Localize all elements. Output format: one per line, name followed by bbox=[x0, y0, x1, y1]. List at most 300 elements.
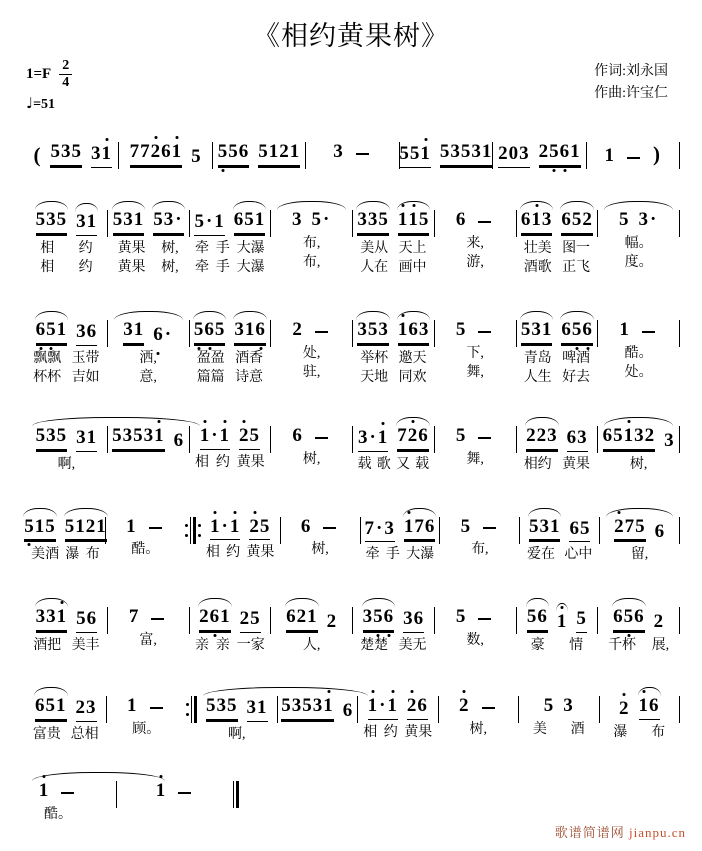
note-group bbox=[664, 431, 675, 452]
lyric-row bbox=[143, 805, 207, 824]
lyric-syllable: 吉如 bbox=[71, 369, 100, 385]
note-digit: 1 bbox=[156, 781, 167, 802]
note-digit: 2 bbox=[459, 696, 470, 717]
lyric-row bbox=[439, 720, 519, 739]
note-digit: 7 bbox=[624, 515, 636, 537]
note-digit: 5 bbox=[191, 146, 202, 167]
octave-dot-above bbox=[424, 138, 427, 141]
note-digit: 5 bbox=[227, 695, 238, 717]
octave-dot-above bbox=[402, 204, 405, 207]
duration-dash bbox=[627, 157, 640, 159]
octave-dot-below bbox=[208, 347, 211, 350]
lyric-syllable: 杯杯 bbox=[33, 369, 62, 385]
note-digit: 5 bbox=[194, 320, 205, 341]
note-digit: 3 bbox=[291, 695, 303, 717]
note-digit: 6 bbox=[86, 320, 98, 342]
notes-row bbox=[400, 129, 492, 171]
lyric-row bbox=[353, 455, 434, 474]
note-digit: 6 bbox=[424, 515, 436, 537]
lyric-row bbox=[26, 455, 107, 474]
lyric-syllable: 飘飘 bbox=[33, 350, 62, 366]
note-digit: 1 bbox=[541, 318, 553, 340]
note-digit: 5 bbox=[549, 142, 560, 163]
note-group bbox=[603, 426, 656, 450]
note-digit: 3 bbox=[76, 210, 87, 232]
lyric-syllable: 游, bbox=[466, 254, 484, 270]
note-group bbox=[353, 153, 372, 163]
notation-area bbox=[0, 129, 702, 824]
lyric-row bbox=[358, 723, 438, 742]
note-digit: 6 bbox=[561, 208, 572, 230]
note-digit: 3 bbox=[122, 424, 134, 446]
note-digit: 3 bbox=[634, 424, 645, 446]
note-digit: 5 bbox=[572, 320, 583, 341]
note-digit: 5 bbox=[249, 424, 261, 446]
octave-dot-above bbox=[160, 775, 163, 778]
octave-dot-above bbox=[535, 204, 538, 207]
lyric-syllable: 美丰 bbox=[71, 638, 100, 654]
lyric-row bbox=[190, 368, 271, 387]
lyric-syllable: 情 bbox=[569, 638, 584, 654]
note-group bbox=[397, 426, 429, 450]
music-line bbox=[26, 683, 680, 744]
note-digit: 3 bbox=[234, 318, 245, 340]
measure bbox=[108, 594, 189, 650]
note-group bbox=[456, 607, 467, 628]
note-digit: 3 bbox=[531, 318, 542, 340]
note-group bbox=[527, 607, 548, 631]
notes-row bbox=[26, 307, 107, 349]
octave-dot-below bbox=[50, 347, 53, 350]
note-digit: 1 bbox=[75, 515, 86, 537]
note-group bbox=[156, 781, 167, 802]
duration-dash bbox=[356, 153, 369, 155]
lyric-syllable: 盈盈 bbox=[196, 350, 225, 366]
note-digit: 2 bbox=[653, 611, 665, 633]
note-digit: 5 bbox=[409, 143, 421, 164]
note-group bbox=[153, 210, 183, 234]
lyric-syllable: 树, bbox=[311, 542, 329, 558]
lyric-syllable: 约 bbox=[215, 454, 230, 470]
note-digit: 6 bbox=[173, 429, 185, 451]
note-digit: 1 bbox=[398, 320, 409, 341]
note-group bbox=[129, 607, 140, 628]
note-group bbox=[333, 142, 344, 163]
octave-dot-above bbox=[623, 693, 626, 696]
lyric-syllable: 人在 bbox=[360, 259, 389, 275]
duration-dash bbox=[178, 792, 191, 794]
lyric-syllable: 大瀑 bbox=[406, 547, 435, 563]
octave-dot-above bbox=[105, 138, 108, 141]
lyric-row bbox=[271, 450, 352, 469]
lyric-row bbox=[26, 545, 105, 564]
lyric-syllable: 篇篇 bbox=[196, 369, 225, 385]
lyric-syllable: 画中 bbox=[398, 259, 427, 275]
notes-row bbox=[281, 504, 360, 541]
note-group bbox=[286, 607, 318, 631]
barline bbox=[679, 517, 680, 544]
note-digit: 1 bbox=[570, 141, 581, 162]
note-group bbox=[561, 210, 593, 234]
note-digit: 2 bbox=[582, 208, 593, 230]
notes-row bbox=[435, 307, 516, 344]
notes-row bbox=[190, 307, 271, 349]
octave-dot-above bbox=[618, 511, 621, 514]
lyric-syllable: 千杯 bbox=[608, 638, 637, 654]
key-tempo-block bbox=[26, 59, 72, 113]
measure bbox=[517, 594, 598, 655]
note-digit: 5 bbox=[579, 517, 591, 539]
notes-row bbox=[271, 197, 352, 234]
measure bbox=[517, 197, 598, 277]
lyric-row bbox=[435, 253, 516, 272]
lyric-syllable: 美无 bbox=[398, 638, 427, 654]
notes-row bbox=[108, 197, 189, 239]
lyric-row bbox=[201, 543, 280, 562]
note-digit: 6 bbox=[161, 141, 172, 162]
note-digit: 2 bbox=[296, 606, 308, 628]
note-digit: 6 bbox=[255, 320, 266, 341]
lyric-syllable: 黄果 bbox=[236, 454, 265, 470]
lyric-syllable: 酒把 bbox=[33, 638, 62, 654]
note-digit: 5 bbox=[520, 318, 532, 340]
notes-row bbox=[26, 504, 105, 546]
note-digit: 1 bbox=[210, 517, 221, 538]
notes-row bbox=[190, 197, 271, 239]
duration-dash bbox=[315, 437, 328, 439]
measure bbox=[493, 129, 585, 171]
note-digit: 7 bbox=[129, 141, 141, 162]
lyric-syllable: 相 bbox=[40, 259, 55, 275]
note-group bbox=[76, 609, 97, 633]
lyric-row bbox=[26, 725, 106, 744]
lyric-syllable: 酒香 bbox=[235, 350, 264, 366]
octave-dot-above bbox=[60, 601, 63, 604]
note-digit: 3 bbox=[378, 318, 389, 340]
octave-dot-below bbox=[198, 347, 201, 350]
notes-row bbox=[435, 413, 516, 450]
notes-row bbox=[108, 307, 189, 349]
barline bbox=[679, 210, 680, 237]
note-digit: 5 bbox=[112, 424, 123, 446]
note-group bbox=[194, 212, 224, 236]
lyric-syllable: 手 bbox=[385, 547, 400, 563]
lyric-syllable: 美酒 bbox=[31, 547, 60, 563]
note-digit: 5 bbox=[543, 695, 555, 717]
lyric-row bbox=[598, 363, 679, 382]
octave-dot-above bbox=[234, 511, 237, 514]
measure bbox=[353, 413, 434, 474]
barline bbox=[679, 142, 680, 169]
note-digit: 3 bbox=[519, 143, 530, 164]
lyric-row bbox=[598, 344, 679, 363]
note-digit: 5 bbox=[259, 515, 271, 537]
measure bbox=[353, 197, 434, 277]
measure bbox=[439, 683, 519, 739]
octave-dot-above bbox=[411, 690, 414, 693]
lyric-syllable: 好去 bbox=[562, 369, 591, 385]
octave-dot-below bbox=[627, 634, 630, 637]
note-group bbox=[407, 696, 428, 720]
note-digit: 3 bbox=[90, 143, 102, 164]
lyric-syllable: 数, bbox=[466, 633, 484, 649]
lyric-syllable: 载 bbox=[415, 456, 430, 472]
lyric-row bbox=[108, 239, 189, 258]
duration-dash bbox=[642, 331, 655, 333]
lyric-row bbox=[26, 805, 90, 824]
note-group bbox=[357, 320, 389, 344]
note-digit: 7 bbox=[414, 515, 425, 537]
note-group bbox=[456, 426, 467, 447]
lyric-row bbox=[361, 545, 440, 564]
note-digit: 3 bbox=[563, 695, 574, 717]
note-digit: 3 bbox=[403, 608, 414, 630]
note-digit: 3 bbox=[35, 606, 47, 628]
note-group bbox=[76, 698, 97, 722]
note-digit: 5 bbox=[45, 695, 56, 717]
lyric-row bbox=[598, 234, 679, 253]
notes-row bbox=[517, 413, 598, 455]
note-digit: 1 bbox=[619, 318, 630, 340]
lyric-syllable: 壮美 bbox=[523, 240, 552, 256]
octave-dot-above bbox=[642, 690, 645, 693]
open-paren: ( bbox=[33, 142, 41, 167]
lyric-syllable: 啊, bbox=[57, 456, 76, 472]
note-digit: 3 bbox=[312, 695, 324, 717]
watermark-site-name: 歌谱简谱网 bbox=[554, 825, 629, 840]
note-digit: 1 bbox=[604, 145, 615, 167]
note-group bbox=[240, 609, 261, 633]
note-group bbox=[126, 517, 137, 538]
lyric-syllable: 楚楚 bbox=[360, 638, 389, 654]
duration-dash bbox=[478, 437, 491, 439]
lyric-row bbox=[190, 453, 271, 472]
lyric-syllable: 邀天 bbox=[398, 350, 427, 366]
note-digit: 5 bbox=[281, 695, 292, 717]
note-digit: 3 bbox=[216, 695, 227, 717]
note-digit: 1 bbox=[56, 695, 67, 717]
notes-row bbox=[190, 594, 271, 636]
note-digit: 3 bbox=[539, 515, 550, 537]
notes-row bbox=[598, 413, 679, 455]
note-digit: 3 bbox=[46, 424, 57, 446]
note-group bbox=[147, 707, 166, 717]
note-digit: 6 bbox=[634, 606, 645, 628]
note-digit: 1 bbox=[531, 210, 542, 231]
note-digit: 5 bbox=[45, 515, 56, 537]
note-digit: 6 bbox=[417, 695, 428, 717]
measure bbox=[281, 504, 360, 560]
measure bbox=[190, 594, 271, 655]
note-digit: 3 bbox=[76, 426, 87, 448]
note-digit: 2 bbox=[151, 142, 162, 163]
lyric-row bbox=[106, 540, 185, 559]
lyric-syllable: 牵 bbox=[365, 547, 380, 563]
music-line bbox=[26, 594, 680, 655]
note-group bbox=[234, 320, 266, 344]
note-digit: 6 bbox=[520, 208, 532, 230]
augmentation-dot: · bbox=[205, 210, 214, 232]
note-group bbox=[65, 517, 107, 541]
note-group bbox=[479, 707, 498, 717]
lyric-row bbox=[271, 344, 352, 363]
measure bbox=[520, 504, 599, 565]
lyric-syllable: 意, bbox=[139, 369, 157, 385]
lyric-syllable: 瀑 bbox=[65, 547, 80, 563]
note-digit: 1 bbox=[133, 208, 145, 230]
measure bbox=[278, 683, 358, 744]
note-digit: 5 bbox=[194, 210, 205, 232]
note-digit: 3 bbox=[357, 208, 368, 230]
note-group bbox=[368, 696, 398, 720]
note-digit: 1 bbox=[200, 426, 211, 447]
note-digit: 6 bbox=[86, 608, 98, 630]
notes-row bbox=[306, 129, 398, 166]
lyric-row bbox=[26, 349, 107, 368]
octave-dot-above bbox=[412, 204, 415, 207]
music-line bbox=[26, 129, 680, 171]
lyric-syllable: 啤酒 bbox=[562, 350, 591, 366]
lyric-syllable: 亲 bbox=[194, 638, 209, 654]
lyric-row bbox=[271, 253, 352, 272]
barline bbox=[679, 426, 680, 453]
duration-dash bbox=[483, 527, 496, 529]
notes-row bbox=[520, 504, 599, 546]
note-digit: 7 bbox=[364, 517, 376, 539]
note-group bbox=[146, 527, 165, 537]
note-digit: 6 bbox=[286, 606, 297, 628]
duration-dash bbox=[315, 331, 328, 333]
note-digit: 5 bbox=[460, 141, 472, 162]
note-group bbox=[194, 320, 226, 344]
augmentation-dot: · bbox=[221, 515, 229, 537]
duration-dash bbox=[482, 707, 495, 709]
note-digit: 1 bbox=[34, 515, 46, 537]
note-digit: 1 bbox=[307, 606, 318, 628]
credit-composer: 作曲:许宝仁 bbox=[594, 85, 668, 101]
notes-row bbox=[213, 129, 305, 171]
measure bbox=[190, 307, 271, 387]
note-digit: 2 bbox=[249, 517, 260, 538]
note-digit: 2 bbox=[407, 696, 418, 717]
note-digit: 3 bbox=[664, 429, 675, 451]
lyric-syllable: 爱在 bbox=[526, 547, 555, 563]
note-digit: 2 bbox=[292, 318, 303, 340]
lyric-row bbox=[108, 349, 189, 368]
note-digit: 5 bbox=[56, 424, 68, 446]
note-group bbox=[249, 517, 270, 541]
note-group bbox=[639, 331, 658, 341]
note-group bbox=[403, 609, 424, 633]
note-group bbox=[358, 428, 388, 452]
note-group bbox=[569, 519, 590, 543]
note-group bbox=[312, 437, 331, 447]
note-group bbox=[36, 210, 68, 234]
octave-dot-above bbox=[214, 511, 217, 514]
note-digit: 1 bbox=[404, 517, 415, 538]
note-digit: 3 bbox=[123, 318, 134, 340]
note-group bbox=[301, 517, 312, 538]
lyric-syllable: 牵 bbox=[194, 259, 209, 275]
lyric-row bbox=[435, 631, 516, 650]
measure bbox=[107, 683, 187, 739]
notes-row bbox=[587, 129, 679, 170]
note-group bbox=[76, 322, 97, 346]
note-group bbox=[174, 431, 185, 452]
note-digit: 3 bbox=[362, 606, 374, 628]
note-digit: 6 bbox=[300, 515, 312, 537]
lyric-row bbox=[598, 636, 679, 655]
notes-row bbox=[598, 594, 679, 636]
note-group bbox=[76, 428, 97, 452]
note-group bbox=[58, 792, 77, 802]
augmentation-dot: · bbox=[379, 695, 387, 717]
lyric-row bbox=[281, 540, 360, 559]
notes-row bbox=[108, 413, 189, 455]
measure bbox=[190, 413, 271, 472]
lyric-syllable: 黄果 bbox=[404, 725, 433, 741]
note-group bbox=[199, 607, 231, 631]
note-digit: 2 bbox=[614, 517, 625, 538]
lyric-syllable: 幅。 bbox=[624, 235, 653, 251]
note-group bbox=[35, 696, 67, 720]
note-group bbox=[475, 331, 494, 341]
note-group bbox=[456, 320, 467, 341]
lyric-row bbox=[435, 234, 516, 253]
note-digit: 5 bbox=[526, 606, 538, 628]
octave-dot-above bbox=[158, 420, 161, 423]
note-digit: 5 bbox=[418, 208, 430, 230]
lyric-syllable: 酷。 bbox=[624, 345, 653, 361]
note-digit: 1 bbox=[549, 515, 561, 537]
octave-dot-above bbox=[154, 136, 157, 139]
lyric-syllable: 相约 bbox=[523, 456, 552, 472]
lyric-syllable: 大瀑 bbox=[236, 240, 265, 256]
note-digit: 2 bbox=[239, 426, 250, 447]
measure bbox=[598, 413, 679, 474]
measure bbox=[600, 504, 679, 565]
notes-row bbox=[190, 413, 271, 453]
note-digit: 6 bbox=[210, 607, 221, 628]
note-digit: 5 bbox=[455, 606, 467, 628]
note-digit: 1 bbox=[639, 696, 650, 717]
notes-row bbox=[358, 683, 438, 723]
measure bbox=[358, 683, 438, 742]
notes-row bbox=[600, 504, 679, 546]
measure bbox=[26, 594, 107, 655]
music-line bbox=[26, 413, 680, 474]
notes-row bbox=[517, 594, 598, 636]
note-group bbox=[320, 527, 339, 537]
note-group bbox=[456, 210, 467, 231]
lyric-syllable: 天上 bbox=[398, 240, 427, 256]
note-group bbox=[39, 781, 50, 802]
note-digit: 5 bbox=[206, 695, 217, 717]
note-group bbox=[557, 612, 568, 633]
lyric-row bbox=[108, 631, 189, 650]
note-digit: 1 bbox=[86, 210, 98, 232]
key-signature: 1=F bbox=[26, 66, 52, 82]
octave-dot-above bbox=[561, 606, 564, 609]
note-group bbox=[281, 696, 334, 720]
octave-dot-above bbox=[627, 420, 630, 423]
note-group bbox=[210, 517, 240, 541]
note-digit: 2 bbox=[408, 426, 419, 447]
note-digit: 1 bbox=[214, 210, 225, 232]
note-digit: 3 bbox=[384, 517, 395, 539]
notes-row bbox=[353, 594, 434, 636]
note-digit: 5 bbox=[311, 208, 322, 230]
